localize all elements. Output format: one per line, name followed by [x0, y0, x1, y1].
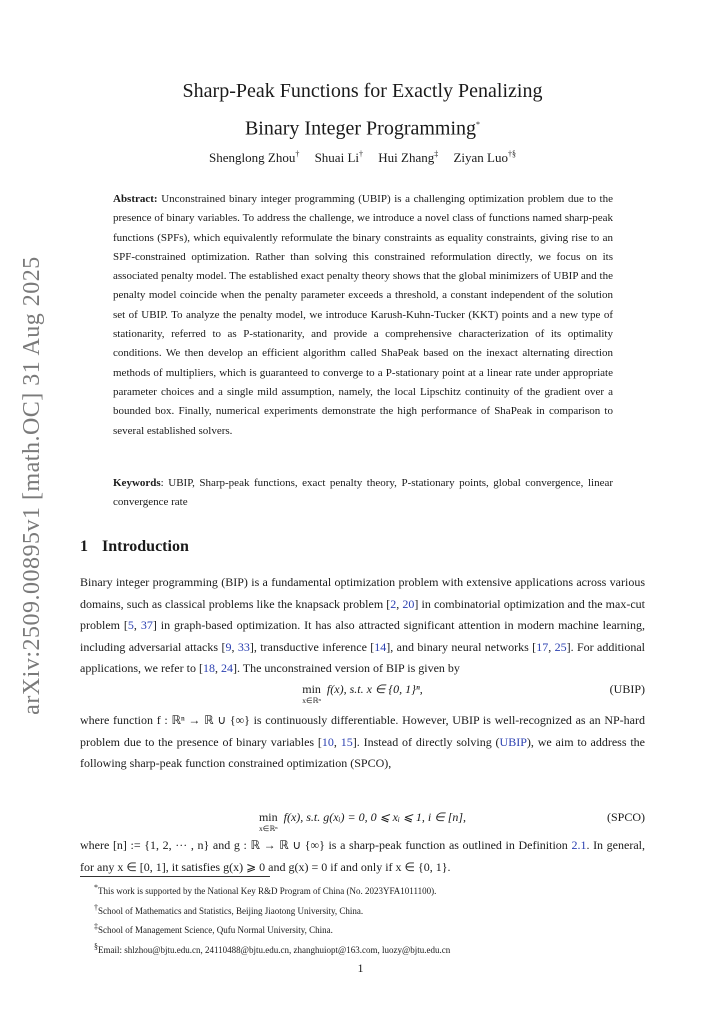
equation-ref-link[interactable]: UBIP	[499, 734, 527, 749]
keywords-text: : UBIP, Sharp-peak functions, exact penalty theory, P-stationary points, global convergence, linear convergence rate	[113, 477, 613, 508]
title-footnote-mark: *	[476, 120, 481, 129]
abstract-text: Unconstrained binary integer programming (UBIP) is a challenging optimization problem due to the presence of binary variables. To address the challenge, we introduce a novel class of functions named sharp-peak functions (SPFs), which equivalently reformulate the binary constraints as equality constraints, giving rise to an SPF-constrained optimization. Rather than solving this constrained reformulation directly, we focus on its associated penalty model. The established exact penalty theory shows that the global minimizers of UBIP and the penalty model coincide when the penalty parameter exceeds a threshold, a constant independent of the solution set of UBIP. To analyze the penalty model, we introduce Karush-Kuhn-Tucker (KKT) points and a new type of stationarity, referred to as P-stationarity, and provide a comprehensive characterization of its optimality conditions. We then develop an efficient algorithm called ShaPeak based on the inexact alternating direction methods of multipliers, which is guaranteed to converge to a P-stationary point at a linear rate under appropriate parameter choices and a single mild assumption, namely, the local Lipschitz continuity of the gradient over a bounded box. Finally, numerical experiments demonstrate the high performance of ShaPeak in comparison to several established solvers.	[113, 193, 613, 437]
author: Hui Zhang‡	[378, 150, 439, 166]
footnote: §Email: shlzhou@bjtu.edu.cn, 24110488@bjtu.edu.cn, zhanghuiopt@163.com, luozy@bjtu.edu.cn	[94, 941, 451, 955]
intro-paragraph-3: where [n] := {1, 2, ··· , n} and g : ℝ → ℝ ∪ {∞} is a sharp-peak function as outlined in Definition 2.1. In general, for any x ∈ [0, 1], it satisfies g(x) ⩾ 0 and g(x) = 0 if and only if x ∈ {0, 1}.	[80, 838, 645, 874]
equation-label: (SPCO)	[606, 810, 645, 824]
citation-link[interactable]: 9	[225, 639, 232, 654]
citation-link[interactable]: 18	[202, 661, 215, 676]
abstract	[113, 190, 613, 441]
footnote: †School of Mathematics and Statistics, Beijing Jiaotong University, China.	[94, 902, 364, 916]
equation-body: f(x), s.t. g(xᵢ) = 0, 0 ⩽ xᵢ ⩽ 1, i ∈ [n],	[283, 810, 467, 824]
equation-ubip: min x∈ℝⁿ f(x), s.t. x ∈ {0, 1}ⁿ, (UBIP)	[302, 682, 645, 705]
author: Ziyan Luo†§	[453, 150, 516, 166]
footnote-divider	[80, 876, 270, 877]
footnote: *This work is supported by the National Key R&D Program of China (No. 2023YFA1011100).	[94, 883, 437, 896]
equation-label: (UBIP)	[609, 682, 645, 696]
intro-paragraph-2: where function f : ℝⁿ → ℝ ∪ {∞} is continuously differentiable. However, UBIP is well-recognized as an NP-hard problem due to the presence of binary variables [10, 15]. Instead of directly solving (UBIP), we aim to address the following sharp-peak function constrained optimization (SPCO),	[80, 713, 646, 771]
section-number: 1	[80, 538, 88, 555]
author-list	[80, 150, 645, 166]
citation-link[interactable]: 10	[321, 734, 334, 749]
equation-spco: min x∈ℝⁿ f(x), s.t. g(xᵢ) = 0, 0 ⩽ xᵢ ⩽ 1, i ∈ [n], (SPCO)	[258, 810, 645, 833]
citation-link[interactable]: 33	[237, 639, 250, 654]
footnotes	[80, 880, 645, 958]
citation-link[interactable]: 20	[402, 596, 415, 611]
arxiv-sidebar-stamp	[14, 255, 50, 715]
citation-link[interactable]: 24	[220, 661, 233, 676]
footnote: ‡School of Management Science, Qufu Normal University, China.	[94, 922, 333, 935]
citation-link[interactable]: 14	[374, 639, 387, 654]
intro-paragraph-1: Binary integer programming (BIP) is a fundamental optimization problem with extensive applications across various domains, such as classical problems like the knapsack problem [2, 20] in combinatorial optimization and the max-cut problem [5, 37] in graph-based optimization. It has also attracted significant attention in modern machine learning, including adversarial attacks [9, 33], transductive inference [14], and binary neural networks [17, 25]. For additional applications, we refer to [18, 24]. The unconstrained version of BIP is given by	[80, 575, 646, 676]
author: Shenglong Zhou†	[209, 150, 300, 166]
paper-title-line-2: Binary Integer Programming*	[244, 117, 481, 140]
section-heading	[80, 538, 189, 556]
arxiv-id: arXiv:2509.00895v1 [math.OC] 31 Aug 2025	[18, 255, 45, 715]
definition-ref-link[interactable]: 2.1	[571, 838, 587, 852]
author: Shuai Li†	[314, 150, 363, 166]
paper-title-line-1: Sharp-Peak Functions for Exactly Penalizing	[182, 80, 543, 102]
keywords-label: Keywords	[113, 477, 161, 489]
page-number: 1	[357, 961, 364, 975]
citation-link[interactable]: 5	[127, 618, 134, 633]
citation-link[interactable]: 2	[390, 596, 397, 611]
citation-link[interactable]: 37	[140, 618, 153, 633]
section-title: Introduction	[102, 538, 189, 555]
abstract-label: Abstract:	[113, 193, 158, 205]
equation-body: f(x), s.t. x ∈ {0, 1}ⁿ,	[326, 682, 423, 696]
citation-link[interactable]: 15	[340, 734, 353, 749]
citation-link[interactable]: 25	[554, 639, 567, 654]
keywords	[113, 474, 613, 512]
citation-link[interactable]: 17	[536, 639, 549, 654]
